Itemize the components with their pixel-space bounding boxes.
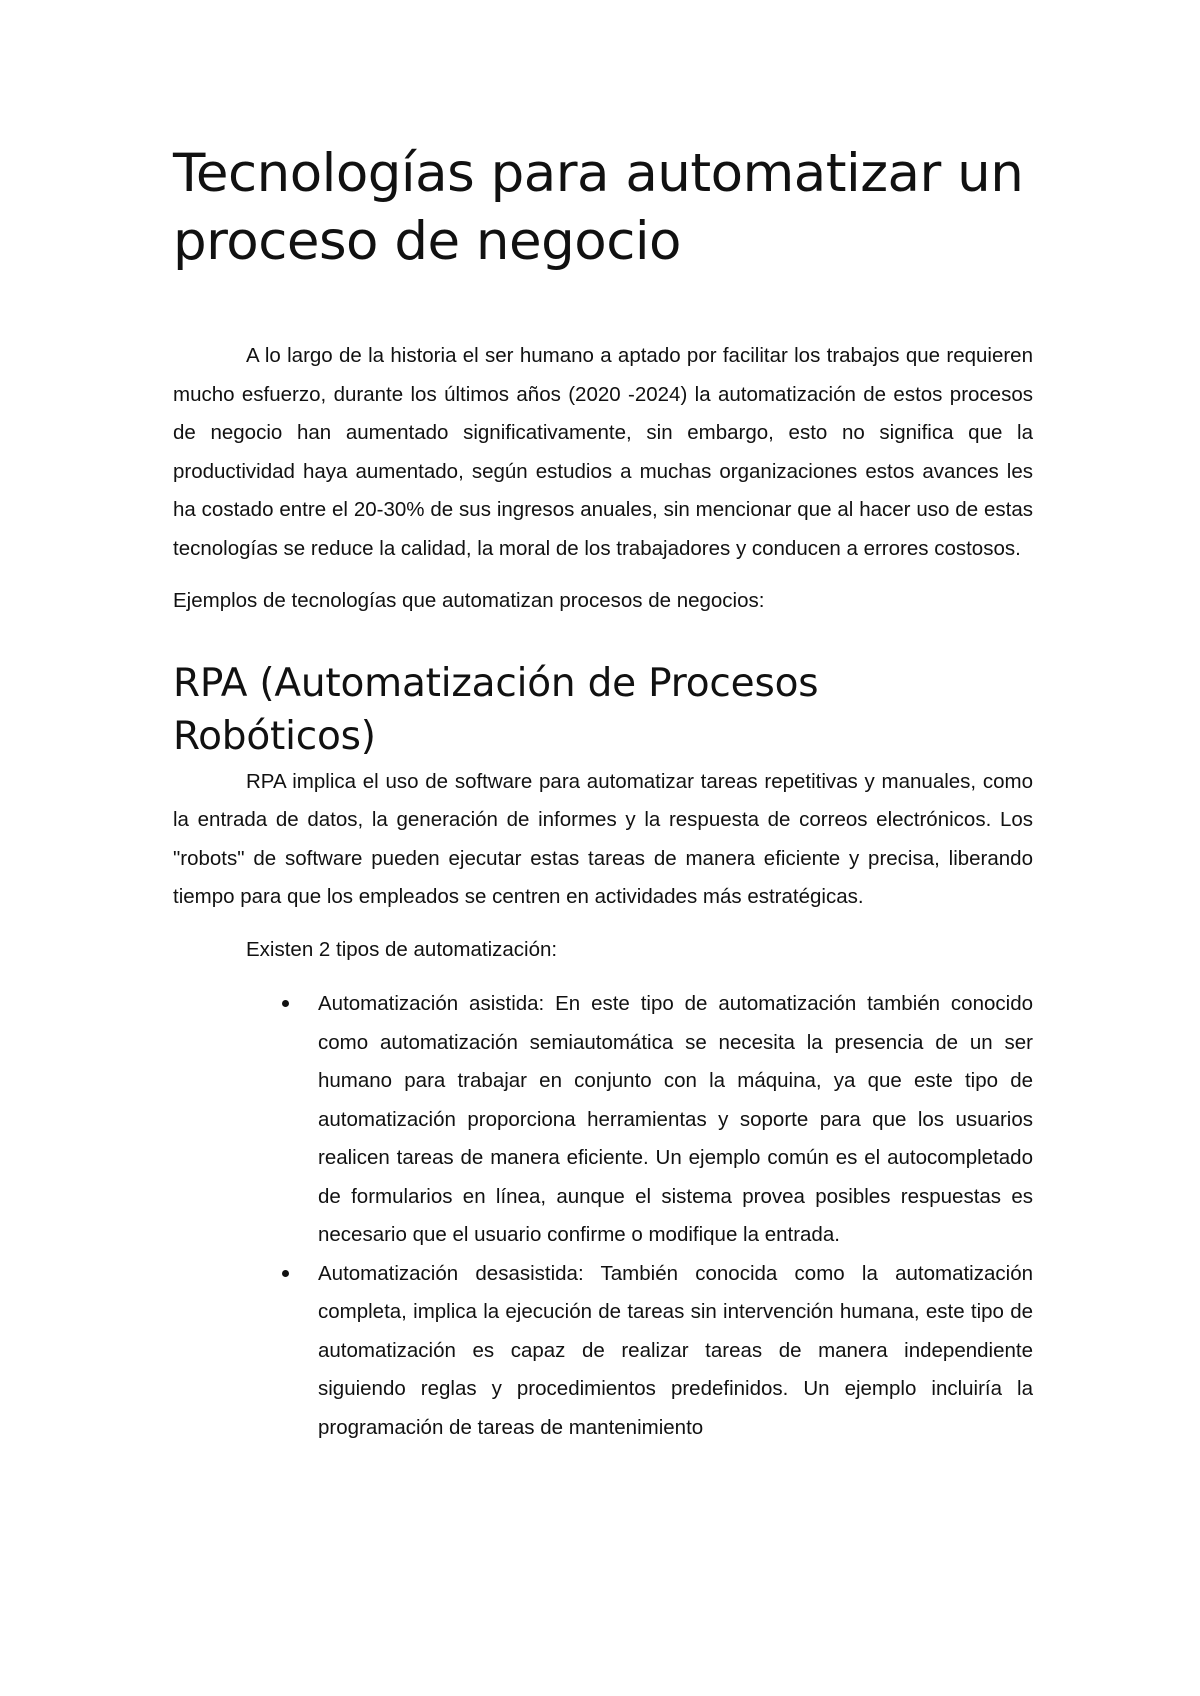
types-list bbox=[173, 985, 1033, 1447]
list-item bbox=[318, 1255, 1033, 1448]
rpa-paragraph: RPA implica el uso de software para automatizar tareas repetitivas y manuales, como la entrada de datos, la generación de informes y la respuesta de correos electrónicos. Los "robots" de software pueden ejecutar estas tareas de manera eficiente y precisa, liberando tiempo para que los empleados se centren en actividades más estratégicas. bbox=[173, 769, 1033, 908]
spacer bbox=[173, 969, 1033, 985]
spacer bbox=[173, 917, 1033, 931]
types-intro: Existen 2 tipos de automatización: bbox=[246, 937, 558, 961]
intro-paragraph: A lo largo de la historia el ser humano a aptado por facilitar los trabajos que requieren mucho esfuerzo, durante los últimos años (2020 -2024) la automatización de estos procesos de negocio han aumentado significativamente, sin embargo, esto no significa que la productividad haya aumentado, según estudios a muchas organizaciones estos avances les ha costado entre el 20-30% de sus ingresos anuales, sin mencionar que al hacer uso de estas tecnologías se reduce la calidad, la moral de los trabajadores y conducen a errores costosos. bbox=[173, 344, 1033, 560]
bullet-icon bbox=[282, 1270, 289, 1277]
list-item bbox=[318, 985, 1033, 1255]
document-content bbox=[173, 140, 1033, 1447]
rpa-heading: RPA (Automatización de Procesos Robóticos) bbox=[173, 660, 819, 759]
list-item-text: Automatización desasistida: También conocida como la automatización completa, implica la ejecución de tareas sin intervención humana, este tipo de automatización es capaz de realizar tareas de manera independiente siguiendo reglas y procedimientos predefinidos. Un ejemplo incluiría la programación de tareas de mantenimiento bbox=[318, 1261, 1033, 1439]
spacer bbox=[173, 621, 1033, 657]
examples-intro: Ejemplos de tecnologías que automatizan procesos de negocios: bbox=[173, 589, 765, 612]
spacer bbox=[173, 276, 1033, 337]
document-title: Tecnologías para automatizar un proceso de negocio bbox=[173, 143, 1024, 272]
bullet-icon bbox=[282, 1000, 289, 1007]
spacer bbox=[173, 568, 1033, 582]
list-item-text: Automatización asistida: En este tipo de automatización también conocido como automatización semiautomática se necesita la presencia de un ser humano para trabajar en conjunto con la máquina, ya que este tipo de automatización proporciona herramientas y soporte para que los usuarios realicen tareas de manera eficiente. Un ejemplo común es el autocompletado de formularios en línea, aunque el sistema provea posibles respuestas es necesario que el usuario confirme o modifique la entrada. bbox=[318, 992, 1033, 1246]
